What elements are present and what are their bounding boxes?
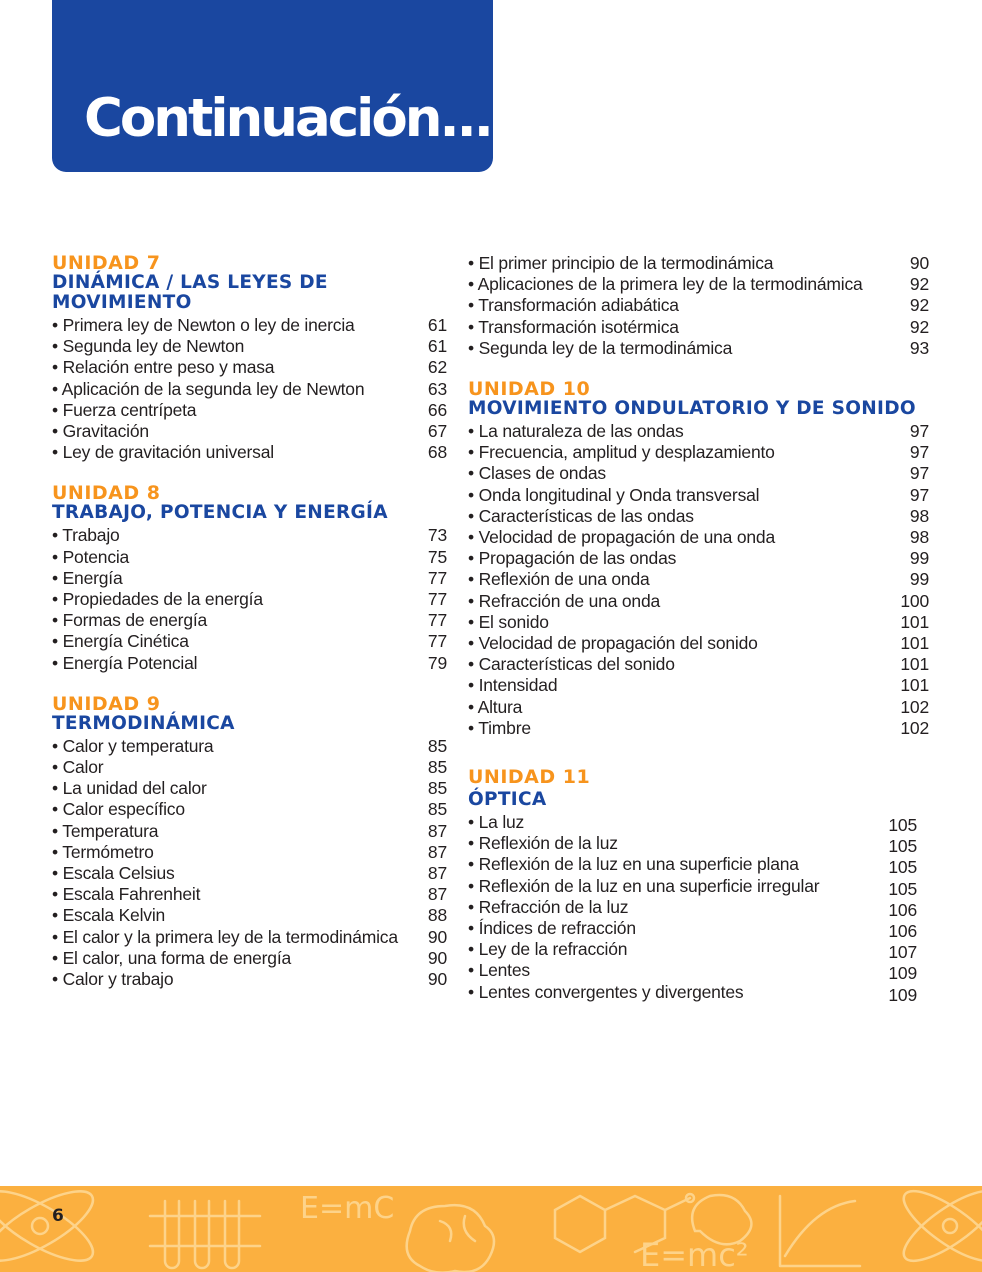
topic-label: • Reflexión de una onda: [468, 569, 650, 590]
toc-right-column: [468, 253, 929, 1023]
page-ref: 98: [909, 527, 929, 548]
page-ref: 62: [427, 357, 447, 378]
page-ref: 105: [888, 878, 917, 899]
formula-text: E=mc²: [640, 1236, 749, 1272]
topic-label: • Formas de energía: [52, 610, 208, 631]
toc-entry[interactable]: [468, 633, 929, 654]
topic-label: • Propagación de las ondas: [468, 548, 677, 569]
topic-label: • Aplicación de la segunda ley de Newton: [52, 378, 365, 399]
topic-label: • Ley de gravitación universal: [52, 442, 274, 463]
toc-entry[interactable]: [468, 918, 929, 942]
topic-label: • Fuerza centrípeta: [52, 399, 197, 420]
unit-number: UNIDAD 8: [52, 482, 161, 505]
page-ref: 109: [888, 963, 917, 984]
toc-entry[interactable]: [468, 295, 929, 316]
unit-number: UNIDAD 7: [52, 252, 161, 274]
topic-list: [468, 812, 929, 1003]
science-doodles-decoration: [0, 1186, 982, 1272]
page-title: Continuación...: [84, 88, 491, 149]
page-ref: 90: [427, 969, 447, 990]
toc-entry[interactable]: [52, 969, 447, 990]
topic-list: [468, 253, 929, 359]
page-ref: 92: [909, 295, 929, 316]
toc-entry[interactable]: [468, 463, 929, 484]
brain-icon: [407, 1205, 494, 1272]
page-ref: 77: [427, 631, 447, 652]
topic-label: • Reflexión de la luz: [468, 833, 618, 854]
page-ref: 106: [888, 899, 917, 920]
toc-entry[interactable]: [468, 675, 929, 696]
page-ref: 92: [909, 274, 929, 295]
toc-entry[interactable]: [52, 905, 447, 926]
page-ref: 85: [427, 757, 447, 778]
topic-list: [52, 525, 447, 673]
page-ref: 68: [427, 442, 447, 463]
page-ref: 99: [909, 569, 929, 590]
topic-label: • Frecuencia, amplitud y desplazamiento: [468, 442, 775, 463]
page-ref: 102: [900, 696, 929, 717]
topic-label: • La naturaleza de las ondas: [468, 421, 684, 442]
toc-entry[interactable]: [468, 876, 929, 897]
topic-label: • Lentes: [468, 960, 530, 981]
toc-entry[interactable]: [468, 253, 929, 274]
page-ref: 101: [900, 654, 929, 675]
header-banner: [52, 0, 493, 172]
page-ref: 63: [427, 378, 447, 399]
page-ref: 97: [909, 421, 929, 442]
toc-entry[interactable]: [468, 274, 929, 295]
unit-continuation: [468, 253, 929, 359]
page-ref: 77: [427, 610, 447, 631]
toc-entry[interactable]: [52, 610, 447, 631]
topic-label: • Potencia: [52, 546, 130, 567]
toc-left-column: [52, 253, 447, 1010]
test-tubes-icon: [150, 1201, 260, 1268]
page-ref: 93: [909, 337, 929, 358]
page-ref: 90: [427, 926, 447, 947]
toc-entry[interactable]: [52, 842, 447, 863]
page-ref: 75: [427, 546, 447, 567]
topic-label: • Refracción de la luz: [468, 896, 629, 917]
unit-section: [52, 253, 447, 463]
toc-entry[interactable]: [468, 506, 929, 527]
topic-label: • Altura: [468, 696, 523, 717]
topic-label: • Segunda ley de la termodinámica: [468, 337, 733, 358]
page-number: 6: [52, 1206, 64, 1226]
toc-entry[interactable]: [468, 338, 929, 359]
page-ref: 101: [900, 611, 929, 632]
toc-entry[interactable]: [52, 927, 447, 948]
page-ref: 101: [900, 675, 929, 696]
page-ref: 85: [427, 735, 447, 756]
toc-entry[interactable]: [468, 854, 929, 878]
page-ref: 85: [427, 799, 447, 820]
toc-entry[interactable]: [52, 547, 447, 568]
toc-entry[interactable]: [52, 357, 447, 378]
topic-label: • Reflexión de la luz en una superficie plana: [468, 854, 799, 875]
toc-entry[interactable]: [52, 778, 447, 799]
toc-entry[interactable]: [52, 631, 447, 652]
topic-label: • Velocidad de propagación del sonido: [468, 633, 758, 654]
topic-label: • Calor específico: [52, 799, 185, 820]
toc-entry[interactable]: [52, 736, 447, 757]
toc-entry[interactable]: [52, 799, 447, 820]
page-ref: 106: [888, 921, 917, 942]
toc-entry[interactable]: [468, 569, 929, 590]
page-ref: 107: [888, 942, 917, 963]
page-ref: 73: [427, 525, 447, 546]
topic-label: • Transformación adiabática: [468, 295, 679, 316]
topic-label: • Velocidad de propagación de una onda: [468, 527, 775, 548]
topic-label: • Timbre: [468, 717, 531, 738]
topic-label: • Escala Fahrenheit: [52, 884, 201, 905]
toc-entry[interactable]: [468, 548, 929, 569]
unit-section: [468, 379, 929, 739]
page-ref: 105: [888, 857, 917, 878]
unit-title: MOVIMIENTO ONDULATORIO Y DE SONIDO: [468, 398, 916, 420]
page-ref: 105: [888, 836, 917, 857]
toc-entry[interactable]: [52, 379, 447, 400]
toc-entry[interactable]: [468, 939, 929, 963]
topic-list: [468, 421, 929, 739]
topic-label: • Ley de la refracción: [468, 939, 628, 960]
topic-label: • Termómetro: [52, 841, 154, 862]
toc-entry[interactable]: [52, 315, 447, 336]
toc-entry[interactable]: [468, 812, 929, 836]
topic-label: • Relación entre peso y masa: [52, 357, 275, 378]
topic-label: • El primer principio de la termodinámica: [468, 253, 774, 273]
page-ref: 66: [427, 399, 447, 420]
page-ref: 88: [427, 905, 447, 926]
page-ref: 79: [427, 652, 447, 673]
footer-band: [0, 1186, 982, 1272]
topic-label: • Propiedades de la energía: [52, 589, 263, 610]
topic-label: • Características de las ondas: [468, 505, 694, 526]
unit-number: UNIDAD 9: [52, 692, 161, 715]
page-ref: 102: [900, 717, 929, 738]
page-ref: 105: [888, 815, 917, 836]
toc-entry[interactable]: [52, 653, 447, 674]
topic-list: [52, 315, 447, 463]
atom-icon: [0, 1186, 102, 1272]
page-ref: 77: [427, 567, 447, 588]
page-ref: 87: [427, 820, 447, 841]
page-ref: 97: [909, 442, 929, 463]
atom-icon: [895, 1186, 982, 1272]
page-ref: 87: [427, 884, 447, 905]
toc-entry[interactable]: [468, 317, 929, 338]
page-ref: 87: [427, 863, 447, 884]
toc-entry[interactable]: [52, 589, 447, 610]
topic-label: • Trabajo: [52, 525, 120, 546]
page-ref: 99: [909, 548, 929, 569]
topic-label: • Lentes convergentes y divergentes: [468, 981, 744, 1002]
toc-entry[interactable]: [52, 757, 447, 778]
toc-entry[interactable]: [468, 697, 929, 718]
topic-label: • Intensidad: [468, 675, 558, 696]
topic-label: • Transformación isotérmica: [468, 316, 679, 337]
toc-entry[interactable]: [52, 336, 447, 357]
toc-entry[interactable]: [52, 948, 447, 969]
page-ref: 61: [427, 315, 447, 335]
page-ref: 90: [909, 253, 929, 273]
page-ref: 67: [427, 421, 447, 442]
toc-entry[interactable]: [468, 442, 929, 463]
topic-label: • Escala Kelvin: [52, 905, 166, 926]
topic-label: • El calor, una forma de energía: [52, 947, 292, 968]
page-ref: 87: [427, 841, 447, 862]
topic-label: • Aplicaciones de la primera ley de la termodinámica: [468, 274, 863, 295]
toc-entry[interactable]: [52, 568, 447, 589]
unit-title: ÓPTICA: [468, 789, 547, 811]
toc-entry[interactable]: [468, 612, 929, 633]
topic-label: • Gravitación: [52, 421, 149, 442]
unit-section: [468, 767, 929, 1003]
topic-label: • Calor y temperatura: [52, 735, 214, 756]
topic-label: • Índices de refracción: [468, 918, 636, 939]
page-ref: 77: [427, 589, 447, 610]
page-ref: 97: [909, 463, 929, 484]
toc-entry[interactable]: [468, 833, 929, 857]
topic-label: • Refracción de una onda: [468, 590, 661, 611]
topic-label: • La unidad del calor: [52, 778, 207, 799]
topic-label: • Energía Potencial: [52, 652, 198, 673]
unit-number: UNIDAD 11: [468, 766, 591, 789]
topic-label: • Reflexión de la luz en una superficie irregular: [468, 875, 820, 896]
unit-number: UNIDAD 10: [468, 378, 591, 401]
topic-label: • El calor y la primera ley de la termodinámica: [52, 926, 398, 947]
page-ref: 85: [427, 778, 447, 799]
toc-entry[interactable]: [52, 421, 447, 442]
toc-entry[interactable]: [468, 591, 929, 612]
page-ref: 97: [909, 484, 929, 505]
topic-label: • Energía Cinética: [52, 631, 189, 652]
toc-entry[interactable]: [468, 527, 929, 548]
formula-text: E=mC: [300, 1191, 395, 1226]
toc-entry[interactable]: [468, 485, 929, 506]
topic-label: • La luz: [468, 812, 525, 833]
toc-entry[interactable]: [52, 884, 447, 905]
topic-label: • Onda longitudinal y Onda transversal: [468, 484, 760, 505]
toc-entry[interactable]: [468, 421, 929, 442]
unit-section: [52, 694, 447, 990]
topic-list: [52, 736, 447, 990]
unit-title: TRABAJO, POTENCIA Y ENERGÍA: [52, 502, 388, 524]
topic-label: • Temperatura: [52, 820, 159, 841]
graph-icon: [780, 1196, 860, 1266]
unit-title: TERMODINÁMICA: [52, 712, 235, 734]
unit-title: DINÁMICA / LAS LEYES DE MOVIMIENTO: [52, 272, 328, 313]
topic-label: • Primera ley de Newton o ley de inercia: [52, 315, 355, 335]
page-ref: 98: [909, 505, 929, 526]
topic-label: • Calor y trabajo: [52, 969, 174, 990]
toc-entry[interactable]: [468, 654, 929, 675]
page-ref: 101: [900, 633, 929, 654]
topic-label: • Clases de ondas: [468, 463, 606, 484]
toc-entry[interactable]: [468, 718, 929, 739]
toc-entry[interactable]: [52, 821, 447, 842]
toc-entry[interactable]: [52, 525, 447, 546]
toc-entry[interactable]: [52, 442, 447, 463]
toc-entry[interactable]: [468, 960, 929, 984]
page-ref: 109: [888, 984, 917, 1005]
page-ref: 90: [427, 947, 447, 968]
page-ref: 100: [900, 590, 929, 611]
topic-label: • Energía: [52, 567, 123, 588]
toc-entry[interactable]: [52, 863, 447, 884]
topic-label: • Características del sonido: [468, 654, 675, 675]
topic-label: • Segunda ley de Newton: [52, 336, 245, 357]
topic-label: • Calor: [52, 757, 104, 778]
toc-entry[interactable]: [468, 982, 929, 1003]
page-ref: 92: [909, 316, 929, 337]
topic-label: • El sonido: [468, 611, 549, 632]
toc-entry[interactable]: [468, 897, 929, 918]
toc-entry[interactable]: [52, 400, 447, 421]
topic-label: • Escala Celsius: [52, 863, 175, 884]
unit-section: [52, 483, 447, 673]
page-ref: 61: [427, 336, 447, 357]
